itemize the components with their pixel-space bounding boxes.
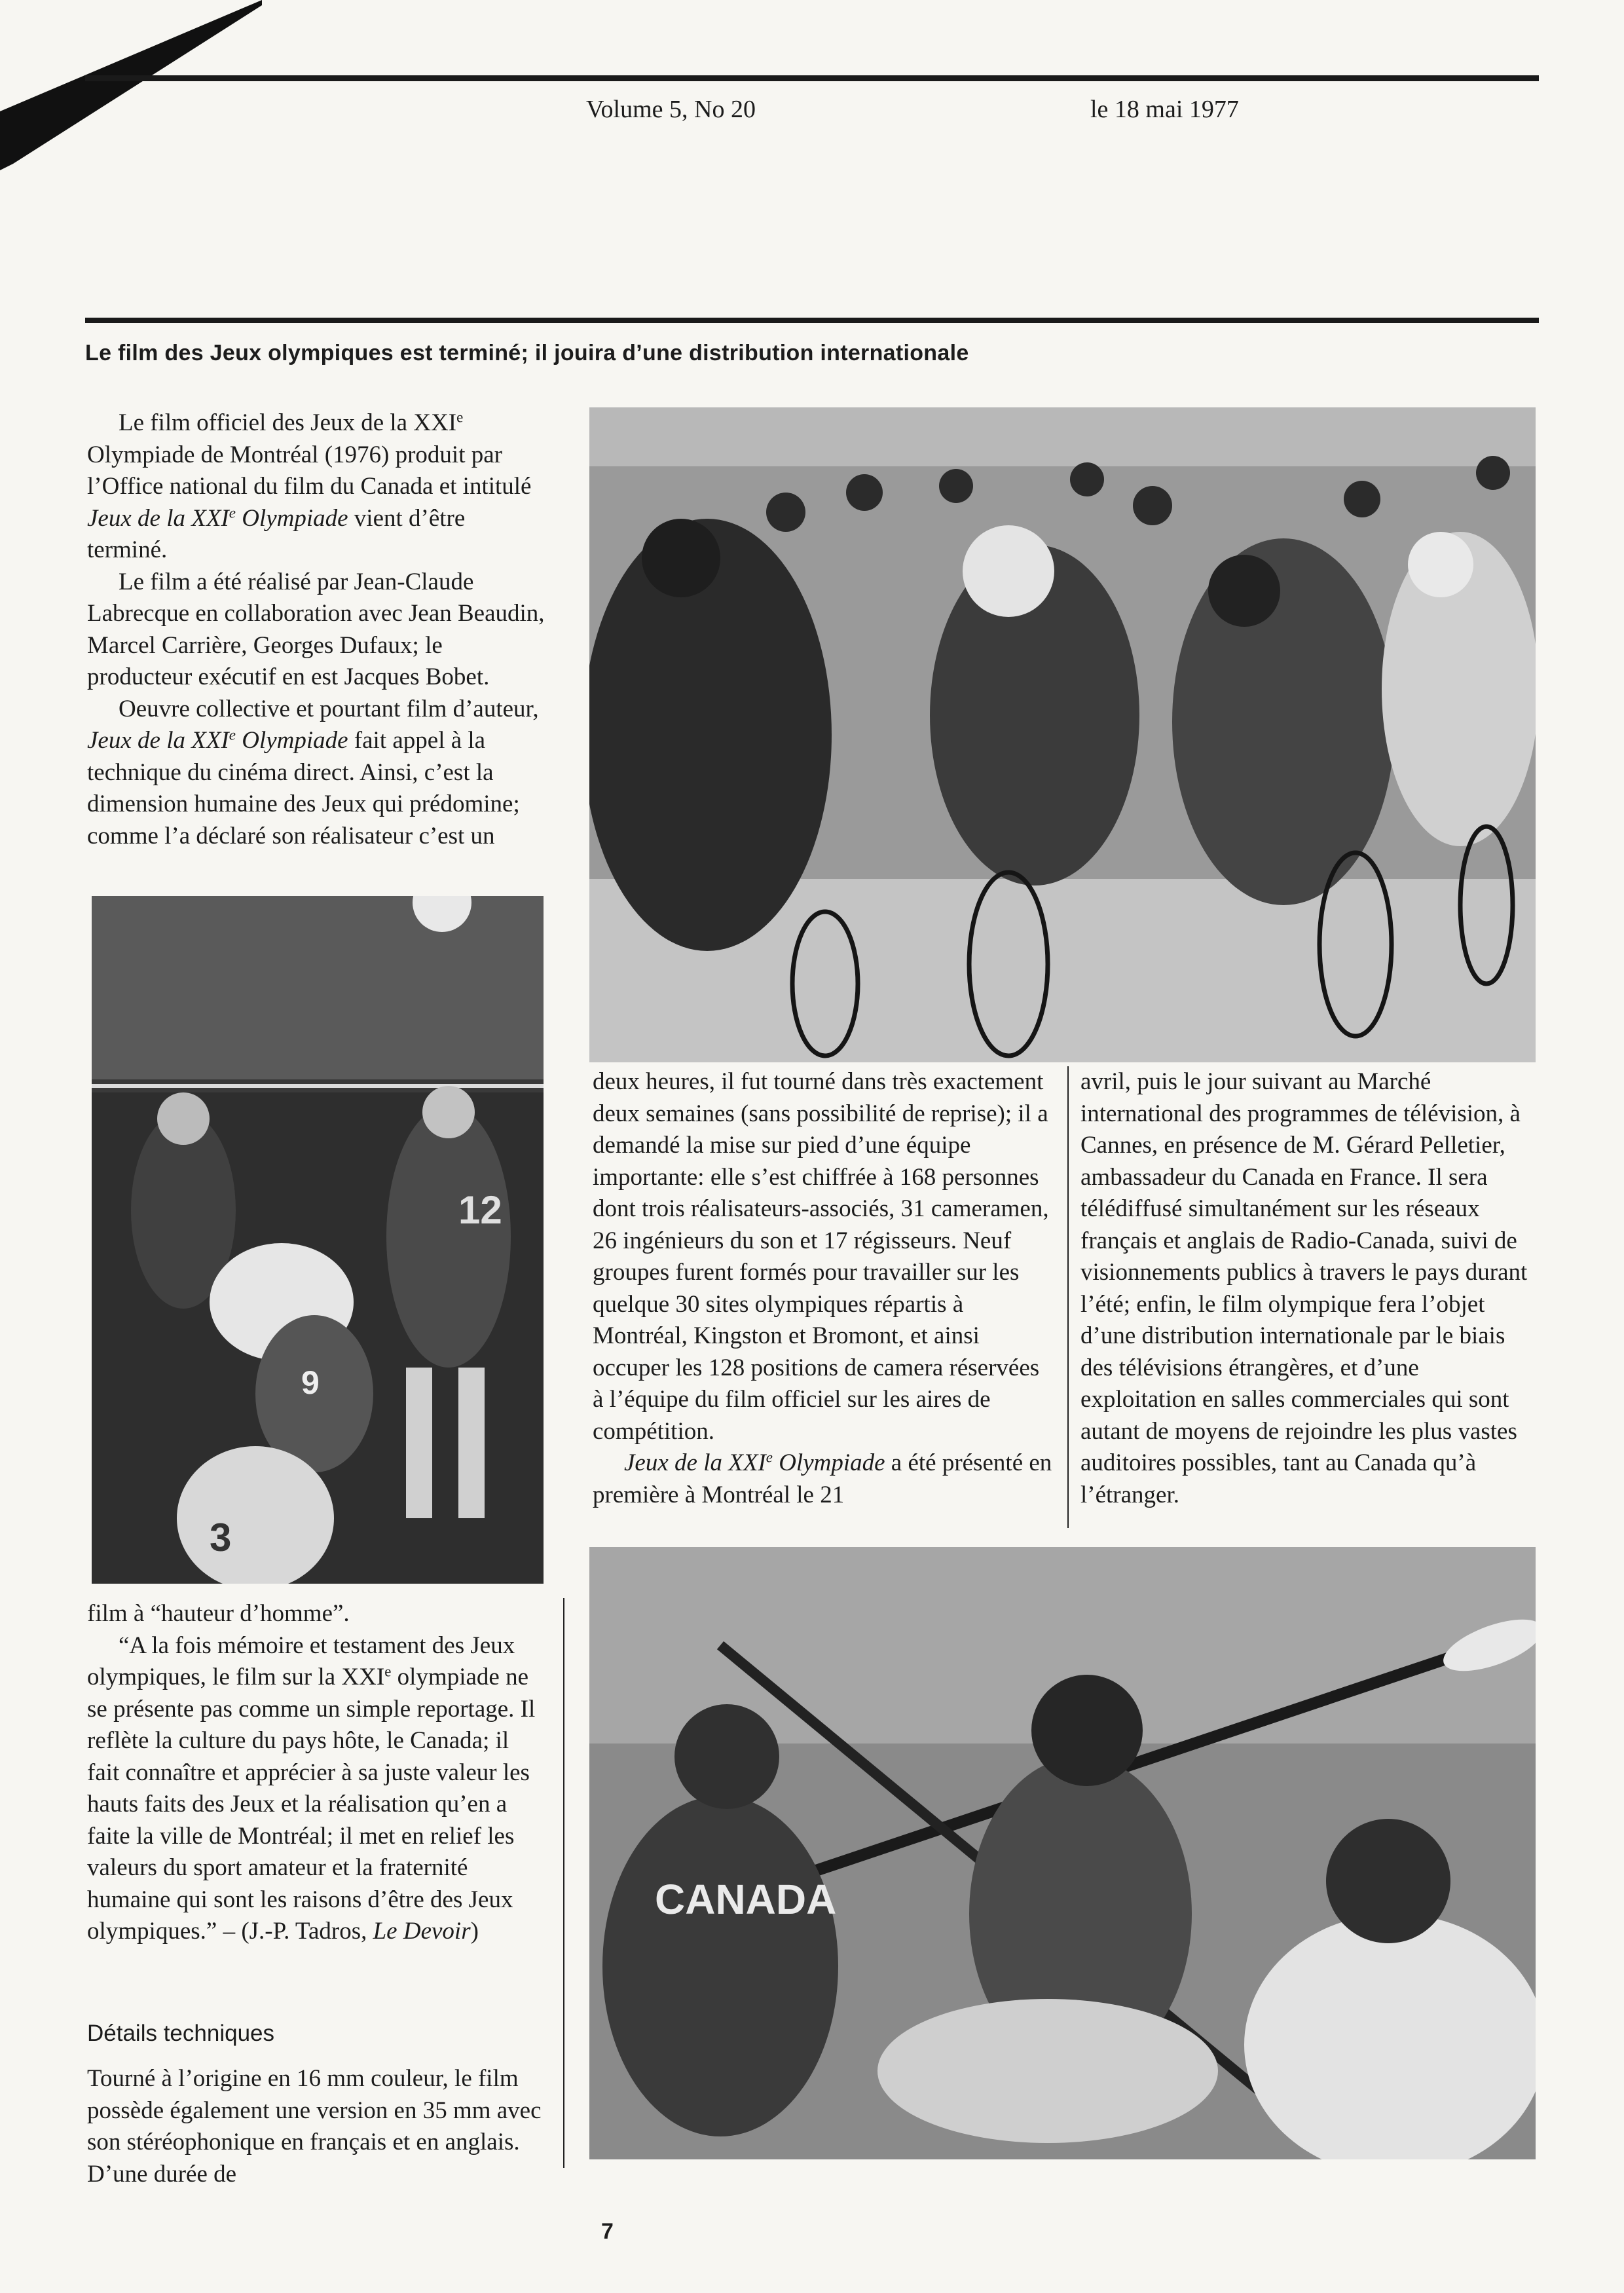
paragraph: Le film a été réalisé par Jean-Claude Labrecque en collaboration avec Jean Beaudin, Marcel Carrière, Georges Dufaux; le producteur exécutif en est Jacques Bobet. <box>87 568 545 690</box>
canada-shirt-lettering: CANADA <box>655 1876 837 1923</box>
paragraph: avril, puis le jour suivant au Marché international des programmes de télévision, à Cannes, en présence de M. Gérard Pelletier, ambassadeur du Canada en France. Il sera télédiffusé simultanément sur les réseaux français et anglais de Radio-Canada, suivi de visionnements publics à travers le pays durant l’été; enfin, le film olympique fera l’objet d’une distribution internationale par le biais des télévisions étrangères, et d’une exploitation en salles commerciales qui sont autant de moyens de rejoindre les plus vastes auditoires possibles, tant au Canada qu’à l’étranger. <box>1080 1068 1528 1508</box>
headline-rule <box>85 318 1539 323</box>
column-1-top <box>87 407 545 852</box>
article-headline: Le film des Jeux olympiques est terminé; il jouira d’une distribution internationale <box>85 341 969 365</box>
paragraph: deux heures, il fut tourné dans très exactement deux semaines (sans possibilité de reprise); il a demandé la mise sur pied d’une équipe importante: elle s’est chiffrée à 168 personnes dont trois réalisateurs-associés, 31 cameramen, 26 ingénieurs du son et 17 régisseurs. Neuf groupes furent formés pour travailler sur les quelque 30 sites olympiques répartis à Montréal, Kingston et Bromont, et ainsi occuper les 128 positions de camera réservées à l’équipe du film officiel sur les aires de compétition. <box>593 1068 1049 1445</box>
paragraph: film à “hauteur d’homme”. <box>87 1600 350 1627</box>
page-number: 7 <box>601 2219 614 2244</box>
corner-scan-mark <box>0 0 262 170</box>
column-1-bottom <box>87 1598 545 1948</box>
column-3 <box>1080 1066 1539 1511</box>
issue-date: le 18 mai 1977 <box>1090 96 1239 123</box>
paragraph: “A la fois mémoire et testament des Jeux olympiques, le film sur la XXIe olympiade ne se présente pas comme un simple reportage. Il reflète la culture du pays hôte, le Canada; il fait connaître et apprécier à sa juste valeur les hauts faits des Jeux et la réalisation qu’en a faite la ville de Montréal; il met en relief les valeurs du sport amateur et la fraternité humaine qui sont les raisons d’être des Jeux olympiques.” – (J.-P. Tadros, Le Devoir) <box>87 1631 536 1945</box>
jersey-number-3: 3 <box>210 1516 232 1559</box>
section-subhead: Détails techniques <box>87 2021 274 2046</box>
cycling-photo <box>589 407 1536 1062</box>
column-2 <box>593 1066 1054 1511</box>
paragraph: Le film officiel des Jeux de la XXIe Olympiade de Montréal (1976) produit par l’Office national du film du Canada et intitulé Jeux de la XXIe Olympiade vient d’être terminé. <box>87 409 532 563</box>
top-rule <box>85 75 1539 81</box>
column-divider <box>1067 1066 1069 1528</box>
paragraph: Jeux de la XXIe Olympiade a été présenté en première à Montréal le 21 <box>593 1449 1052 1508</box>
column-divider <box>563 1598 564 2168</box>
paragraph: Oeuvre collective et pourtant film d’auteur, Jeux de la XXIe Olympiade fait appel à la technique du cinéma direct. Ainsi, c’est la dimension humaine des Jeux qui prédomine; comme l’a déclaré son réalisateur c’est un <box>87 695 539 849</box>
volume-number: Volume 5, No 20 <box>586 96 756 123</box>
jersey-number-9: 9 <box>301 1364 320 1401</box>
column-1-technical <box>87 2063 545 2190</box>
volleyball-photo <box>92 896 544 1584</box>
kayak-photo <box>589 1547 1536 2159</box>
jersey-number-12: 12 <box>458 1188 502 1232</box>
paragraph: Tourné à l’origine en 16 mm couleur, le film possède également une version en 35 mm avec son stéréophonique en français et en anglais. D’une durée de <box>87 2065 542 2188</box>
